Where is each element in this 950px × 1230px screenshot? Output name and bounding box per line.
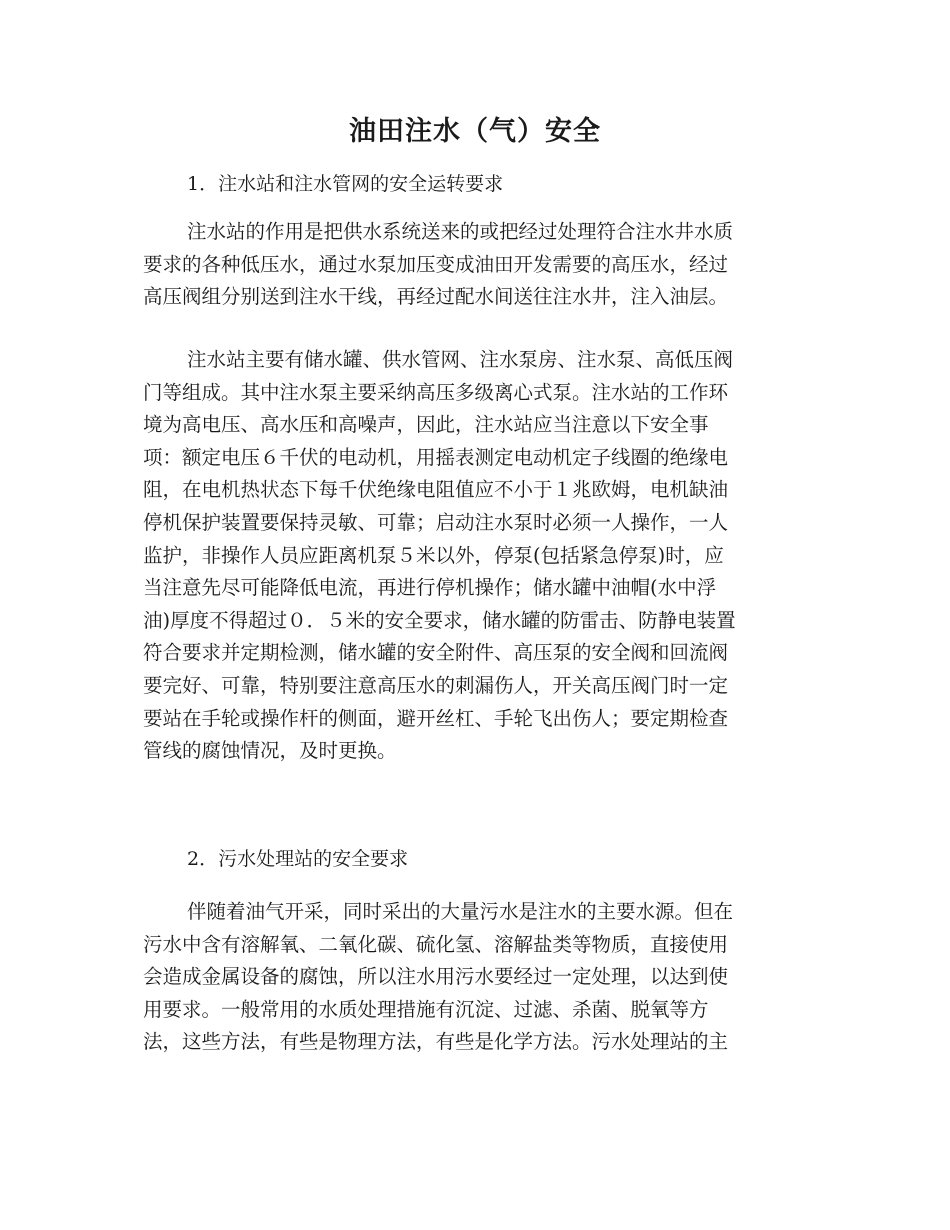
- paragraph-line: 项：额定电压６千伏的电动机，用摇表测定电动机定子线圈的绝缘电: [143, 445, 729, 469]
- paragraph-line: 高压阀组分别送到注水干线，再经过配水间送往注水井，注入油层。: [143, 285, 729, 309]
- paragraph-line: 油)厚度不得超过０．５米的安全要求，储水罐的防雷击、防静电装置: [143, 608, 736, 632]
- paragraph-line: 会造成金属设备的腐蚀，所以注水用污水要经过一定处理，以达到使: [143, 965, 729, 989]
- paragraph-line: 注水站的作用是把供水系统送来的或把经过处理符合注水井水质: [187, 220, 734, 243]
- paragraph-3: [143, 896, 808, 1059]
- document-title: 油田注水（气）安全: [349, 116, 601, 147]
- paragraph-line: 法，这些方法，有些是物理方法，有些是化学方法。污水处理站的主: [143, 1030, 729, 1054]
- paragraph-line: 当注意先尽可能降低电流，再进行停机操作；储水罐中油帽(水中浮: [143, 576, 717, 600]
- section-heading-1: 1．注水站和注水管网的安全运转要求: [187, 173, 504, 195]
- paragraph-line: 监护，非操作人员应距离机泵５米以外，停泵(包括紧急停泵)时，应: [143, 543, 724, 567]
- paragraph-2: [143, 344, 808, 768]
- paragraph-line: 符合要求并定期检测，储水罐的安全附件、高压泵的安全阀和回流阀: [143, 641, 729, 665]
- paragraph-line: 污水中含有溶解氧、二氧化碳、硫化氢、溶解盐类等物质，直接使用: [143, 932, 729, 956]
- paragraph-line: 要站在手轮或操作杆的侧面，避开丝杠、手轮飞出伤人；要定期检查: [143, 706, 729, 730]
- paragraph-line: 要求的各种低压水，通过水泵加压变成油田开发需要的高压水，经过: [143, 252, 729, 276]
- paragraph-line: 门等组成。其中注水泵主要采纳高压多级离心式泵。注水站的工作环: [143, 380, 729, 404]
- paragraph-1: [143, 216, 808, 314]
- paragraph-line: 停机保护装置要保持灵敏、可靠；启动注水泵时必须一人操作，一人: [143, 510, 729, 534]
- paragraph-line: 伴随着油气开采，同时采出的大量污水是注水的主要水源。但在: [187, 900, 734, 923]
- paragraph-line: 要完好、可靠，特别要注意高压水的刺漏伤人，开关高压阀门时一定: [143, 673, 729, 697]
- paragraph-line: 管线的腐蚀情况，及时更换。: [143, 739, 397, 763]
- paragraph-line: 境为高电压、高水压和高噪声，因此，注水站应当注意以下安全事: [143, 413, 709, 437]
- section-heading-2: 2．污水处理站的安全要求: [187, 848, 409, 870]
- paragraph-line: 阻，在电机热状态下每千伏绝缘电阻值应不小于１兆欧姆，电机缺油: [143, 478, 729, 502]
- paragraph-line: 注水站主要有储水罐、供水管网、注水泵房、注水泵、高低压阀: [187, 348, 734, 371]
- paragraph-line: 用要求。一般常用的水质处理措施有沉淀、过滤、杀菌、脱氧等方: [143, 997, 709, 1021]
